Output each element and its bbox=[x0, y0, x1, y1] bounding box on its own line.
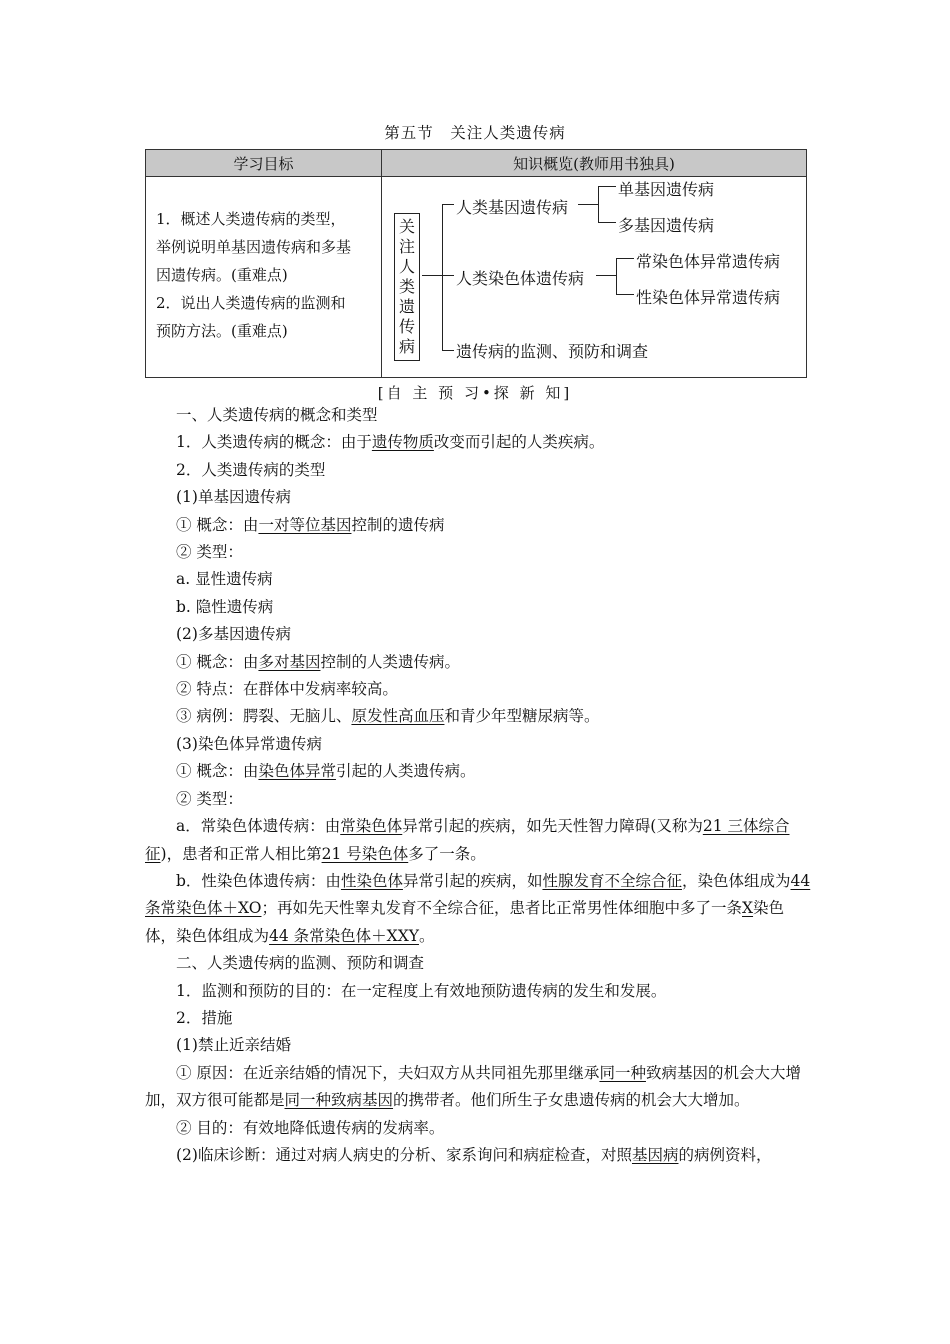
root-char: 类 bbox=[398, 277, 415, 296]
section-heading: 二、人类遗传病的监测、预防和调查 bbox=[176, 954, 425, 973]
paragraph: a．常染色体遗传病：由常染色体异常引起的疾病，如先天性智力障碍(又称为21 三体综合征)，患者和正常人相比第21 号染色体多了一条。 bbox=[145, 817, 790, 863]
leaf-sex-chromosome: 性染色体异常遗传病 bbox=[636, 288, 781, 307]
paragraph: 1．监测和预防的目的：在一定程度上有效地预防遗传病的发生和发展。 bbox=[176, 981, 667, 1000]
page-title: 第五节 关注人类遗传病 bbox=[384, 124, 566, 142]
paragraph: ③ 病例：腭裂、无脑儿、原发性高血压和青少年型糖尿病等。 bbox=[176, 707, 600, 726]
paragraph: ② 类型： bbox=[176, 789, 243, 808]
tree-connector bbox=[598, 186, 616, 187]
header-learning-goals: 学习目标 bbox=[146, 150, 382, 177]
paragraph: (1)单基因遗传病 bbox=[176, 488, 291, 507]
paragraph: ① 概念：由染色体异常引起的人类遗传病。 bbox=[176, 762, 476, 781]
header-knowledge-overview: 知识概览(教师用书独具) bbox=[382, 150, 807, 177]
tree-connector bbox=[596, 275, 616, 276]
tree-connector bbox=[616, 258, 617, 294]
paragraph: (2)多基因遗传病 bbox=[176, 625, 291, 644]
paragraph: a. 显性遗传病 bbox=[176, 570, 273, 589]
tree-connector bbox=[616, 258, 634, 259]
paragraph: b．性染色体遗传病：由性染色体异常引起的疾病，如性腺发育不全综合征，染色体组成为44 条常染色体＋XO；再如先天性睾丸发育不全综合征，患者比正常男性体细胞中多了一条X染色体，染色体组成为44 条常染色体＋XXY。 bbox=[145, 871, 811, 945]
learning-goals-cell bbox=[146, 177, 382, 378]
main-content bbox=[145, 402, 811, 1169]
goal-line: 预防方法。(重难点) bbox=[156, 322, 288, 340]
section-heading: 一、人类遗传病的概念和类型 bbox=[176, 406, 378, 424]
paragraph: (3)染色体异常遗传病 bbox=[176, 734, 322, 753]
tree-connector bbox=[442, 204, 443, 350]
root-char: 人 bbox=[398, 257, 415, 276]
paragraph: 2．人类遗传病的类型 bbox=[176, 460, 326, 479]
root-char: 传 bbox=[398, 317, 415, 336]
paragraph: ② 类型： bbox=[176, 543, 243, 562]
paragraph: 1．人类遗传病的概念：由于遗传物质改变而引起的人类疾病。 bbox=[176, 433, 605, 452]
goal-line: 2．说出人类遗传病的监测和 bbox=[156, 294, 346, 312]
paragraph: b. 隐性遗传病 bbox=[176, 597, 274, 616]
leaf-single-gene: 单基因遗传病 bbox=[618, 180, 715, 199]
branch-gene-disease: 人类基因遗传病 bbox=[456, 198, 569, 217]
paragraph: ① 概念：由多对基因控制的人类遗传病。 bbox=[176, 652, 460, 671]
paragraph: (2)临床诊断：通过对病人病史的分析、家系询问和病症检查，对照基因病的病例资料， bbox=[176, 1145, 772, 1164]
tree-connector bbox=[442, 350, 454, 351]
goal-line: 举例说明单基因遗传病和多基 bbox=[156, 238, 352, 256]
leaf-autosomal: 常染色体异常遗传病 bbox=[636, 252, 781, 271]
tree-connector bbox=[422, 275, 442, 276]
knowledge-overview-cell bbox=[382, 177, 807, 378]
leaf-multi-gene: 多基因遗传病 bbox=[618, 216, 715, 235]
paragraph: ② 特点：在群体中发病率较高。 bbox=[176, 680, 398, 699]
tree-connector bbox=[598, 186, 599, 222]
root-char: 病 bbox=[398, 337, 415, 356]
paragraph: (1)禁止近亲结婚 bbox=[176, 1036, 291, 1055]
goal-line: 因遗传病。(重难点) bbox=[156, 266, 288, 284]
goal-line: 1．概述人类遗传病的类型， bbox=[156, 210, 346, 228]
branch-monitoring: 遗传病的监测、预防和调查 bbox=[456, 342, 649, 361]
tree-connector bbox=[442, 275, 454, 276]
paragraph: 2．措施 bbox=[176, 1008, 233, 1027]
root-char: 关 bbox=[398, 217, 415, 236]
paragraph: ① 原因：在近亲结婚的情况下，夫妇双方从共同祖先那里继承同一种致病基因的机会大大增加，双方很可能都是同一种致病基因的携带者。他们所生子女患遗传病的机会大大增加。 bbox=[145, 1063, 801, 1110]
learning-goals bbox=[146, 177, 381, 345]
concept-tree bbox=[382, 177, 806, 377]
section-banner: [自 主 预 习•探 新 知] bbox=[377, 384, 573, 402]
paragraph: ② 目的：有效地降低遗传病的发病率。 bbox=[176, 1118, 445, 1137]
tree-connector bbox=[598, 222, 616, 223]
tree-connector bbox=[442, 204, 454, 205]
tree-connector bbox=[578, 204, 598, 205]
paragraph: ① 概念：由一对等位基因控制的遗传病 bbox=[176, 515, 445, 534]
root-char: 遗 bbox=[398, 297, 415, 316]
tree-root bbox=[394, 213, 420, 361]
root-char: 注 bbox=[398, 237, 415, 256]
tree-connector bbox=[616, 294, 634, 295]
branch-chromosome-disease: 人类染色体遗传病 bbox=[456, 269, 585, 288]
objectives-table bbox=[145, 149, 807, 378]
